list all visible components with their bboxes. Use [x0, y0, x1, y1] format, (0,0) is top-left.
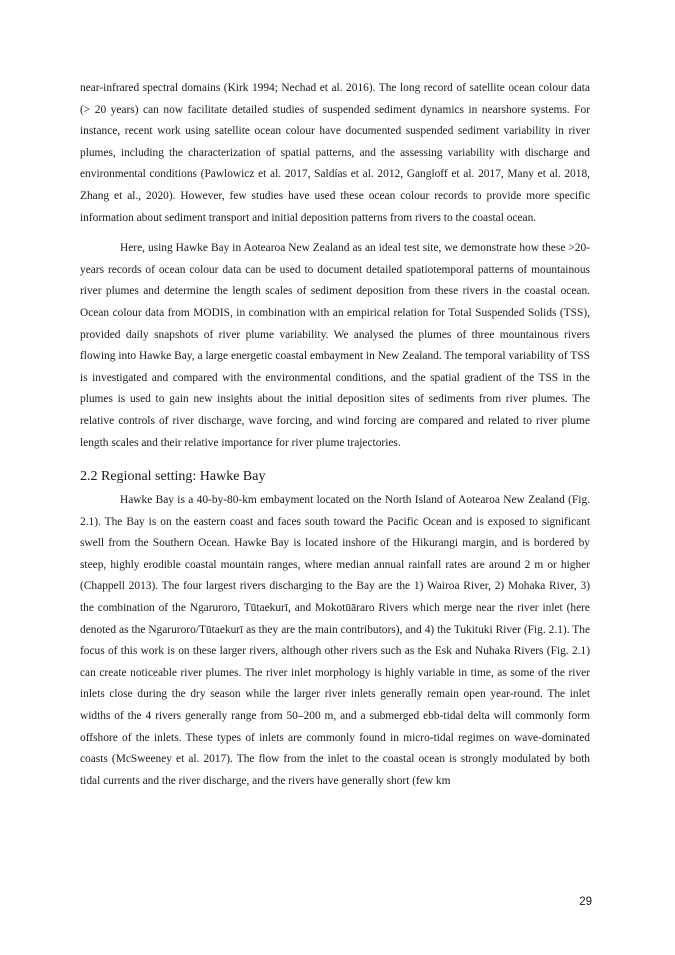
- paragraph-regional-setting: Hawke Bay is a 40-by-80-km embayment located on the North Island of Aotearoa New Zealand (Fig. 2.1). The Bay is on the eastern coast and faces south toward the Pacific Ocean and is exposed to significant swell from the Southern Ocean. Hawke Bay is located inshore of the Hikurangi margin, and is bordered by steep, highly erodible coastal mountain ranges, where median annual rainfall rates are around 2 m or higher (Chappell 2013). The four largest rivers discharging to the Bay are the 1) Wairoa River, 2) Mohaka River, 3) the combination of the Ngaruroro, Tūtaekurī, and Mokotūāraro Rivers which merge near the river inlet (here denoted as the Ngaruroro/Tūtaekurī as they are the main contributors), and 4) the Tukituki River (Fig. 2.1). The focus of this work is on these larger rivers, although other rivers such as the Esk and Nuhaka Rivers (Fig. 2.1) can create noticeable river plumes. The river inlet morphology is highly variable in time, as some of the river inlets close during the dry season while the larger river inlets generally remain open year-round. The inlet widths of the 4 rivers generally range from 50–200 m, and a submerged ebb-tidal delta will commonly form offshore of the inlets. These types of inlets are commonly found in micro-tidal regimes on wave-dominated coasts (McSweeney et al. 2017). The flow from the inlet to the coastal ocean is strongly modulated by both tidal currents and the river discharge, and the rivers have generally short (few km: [80, 494, 590, 787]
- section-heading: 2.2 Regional setting: Hawke Bay: [80, 469, 266, 485]
- paragraph-satellite-ocean-colour: near-infrared spectral domains (Kirk 1994; Nechad et al. 2016). The long record of satellite ocean colour data (> 20 years) can now facilitate detailed studies of suspended sediment dynamics in nearshore systems. For instance, recent work using satellite ocean colour have documented suspended sediment variability in river plumes, including the characterization of spatial patterns, and the assessing variability with discharge and environmental conditions (Pawlowicz et al. 2017, Saldías et al. 2012, Gangloff et al. 2017, Many et al. 2018, Zhang et al., 2020). However, few studies have used these ocean colour records to provide more specific information about sediment transport and initial deposition patterns from rivers to the coastal ocean.: [80, 82, 590, 224]
- paragraph-hawke-bay-study: Here, using Hawke Bay in Aotearoa New Zealand as an ideal test site, we demonstrate how these >20-years records of ocean colour data can be used to document detailed spatiotemporal patterns of mountainous river plumes and determine the length scales of sediment deposition from these rivers in the coastal ocean. Ocean colour data from MODIS, in combination with an empirical relation for Total Suspended Solids (TSS), provided daily snapshots of river plume variability. We analysed the plumes of three mountainous rivers flowing into Hawke Bay, a large energetic coastal embayment in New Zealand. The temporal variability of TSS is investigated and compared with the environmental conditions, and the spatial gradient of the TSS in the plumes is used to gain new insights about the initial deposition sites of sediments from river plumes. The relative controls of river discharge, wave forcing, and wind forcing are compared and related to river plume length scales and their relative importance for river plume trajectories.: [80, 242, 590, 449]
- page-number: 29: [579, 896, 592, 908]
- page-body: [80, 78, 590, 792]
